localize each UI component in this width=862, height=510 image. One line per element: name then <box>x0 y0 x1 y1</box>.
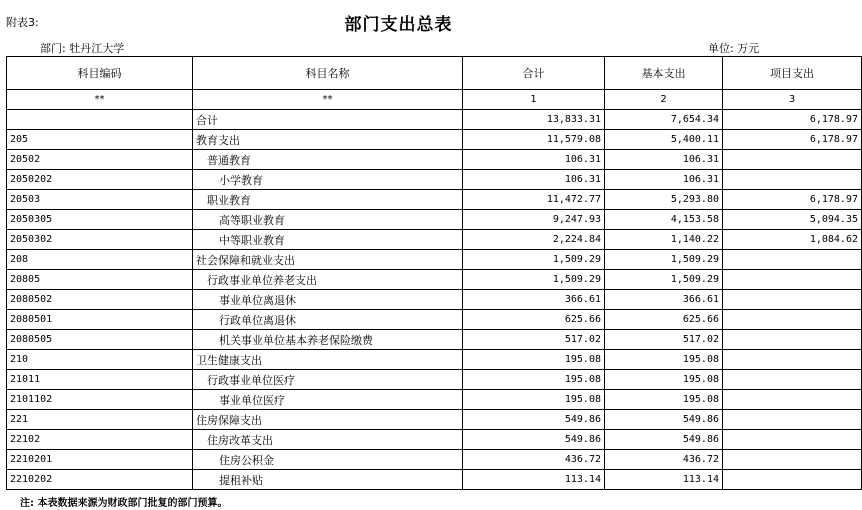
cell-code: 20502 <box>7 150 193 170</box>
cell-code: 2210201 <box>7 450 193 470</box>
cell-project <box>723 410 862 430</box>
cell-code: 2101102 <box>7 390 193 410</box>
cell-name: 事业单位离退休 <box>193 290 463 310</box>
cell-code: 208 <box>7 250 193 270</box>
table-header-row <box>7 57 862 90</box>
column-header-project: 项目支出 <box>723 57 862 90</box>
cell-total: 106.31 <box>463 150 605 170</box>
cell-basic: 1,509.29 <box>605 250 723 270</box>
cell-name: 住房保障支出 <box>193 410 463 430</box>
cell-code: 2210202 <box>7 470 193 490</box>
cell-project <box>723 350 862 370</box>
cell-name: 高等职业教育 <box>193 210 463 230</box>
cell-code: 22102 <box>7 430 193 450</box>
cell-project <box>723 470 862 490</box>
cell-name: 住房公积金 <box>193 450 463 470</box>
cell-project <box>723 270 862 290</box>
cell-project <box>723 450 862 470</box>
table-row <box>7 370 862 390</box>
cell-code: 2050302 <box>7 230 193 250</box>
cell-code: 205 <box>7 130 193 150</box>
table-row <box>7 290 862 310</box>
cell-project: 6,178.97 <box>723 190 862 210</box>
cell-basic: 195.08 <box>605 350 723 370</box>
cell-total: 195.08 <box>463 370 605 390</box>
table-row <box>7 470 862 490</box>
cell-basic: 106.31 <box>605 150 723 170</box>
cell-name: 住房改革支出 <box>193 430 463 450</box>
cell-total: 9,247.93 <box>463 210 605 230</box>
table-row <box>7 330 862 350</box>
page-title: 部门支出总表 <box>344 15 453 35</box>
cell-code: 2080502 <box>7 290 193 310</box>
cell-project <box>723 310 862 330</box>
cell-basic: 195.08 <box>605 390 723 410</box>
cell-project: 1,084.62 <box>723 230 862 250</box>
table-row <box>7 450 862 470</box>
table-row <box>7 110 862 130</box>
cell-basic: 113.14 <box>605 470 723 490</box>
cell-name: 行政事业单位养老支出 <box>193 270 463 290</box>
column-header-code: 科目编码 <box>7 57 193 90</box>
cell-project <box>723 290 862 310</box>
table-row <box>7 270 862 290</box>
cell-name: 行政单位离退休 <box>193 310 463 330</box>
cell-basic: 366.61 <box>605 290 723 310</box>
cell-name: 普通教育 <box>193 150 463 170</box>
cell-name: 事业单位医疗 <box>193 390 463 410</box>
cell-basic: 7,654.34 <box>605 110 723 130</box>
cell-name: 教育支出 <box>193 130 463 150</box>
cell-total: 13,833.31 <box>463 110 605 130</box>
cell-basic: 4,153.58 <box>605 210 723 230</box>
cell-code <box>7 110 193 130</box>
cell-basic: 5,400.11 <box>605 130 723 150</box>
table-index-row <box>7 90 862 110</box>
cell-project: 5,094.35 <box>723 210 862 230</box>
cell-name: 行政事业单位医疗 <box>193 370 463 390</box>
cell-project <box>723 430 862 450</box>
cell-name: 提租补贴 <box>193 470 463 490</box>
cell-project: 6,178.97 <box>723 130 862 150</box>
footer-note: 注: 本表数据来源为财政部门批复的部门预算。 <box>20 498 228 509</box>
cell-total: 11,472.77 <box>463 190 605 210</box>
index-cell-basic: 2 <box>605 90 723 110</box>
cell-basic: 549.86 <box>605 430 723 450</box>
table-row <box>7 390 862 410</box>
column-header-total: 合计 <box>463 57 605 90</box>
cell-code: 2080501 <box>7 310 193 330</box>
cell-basic: 625.66 <box>605 310 723 330</box>
table-row <box>7 190 862 210</box>
cell-code: 210 <box>7 350 193 370</box>
cell-project <box>723 150 862 170</box>
cell-total: 11,579.08 <box>463 130 605 150</box>
table-row <box>7 310 862 330</box>
cell-total: 1,509.29 <box>463 250 605 270</box>
column-header-basic: 基本支出 <box>605 57 723 90</box>
cell-total: 195.08 <box>463 390 605 410</box>
cell-total: 549.86 <box>463 410 605 430</box>
table-row <box>7 130 862 150</box>
cell-name: 机关事业单位基本养老保险缴费 <box>193 330 463 350</box>
cell-project <box>723 330 862 350</box>
cell-basic: 517.02 <box>605 330 723 350</box>
cell-code: 20503 <box>7 190 193 210</box>
table-row <box>7 410 862 430</box>
cell-total: 2,224.84 <box>463 230 605 250</box>
cell-code: 221 <box>7 410 193 430</box>
index-cell-total: 1 <box>463 90 605 110</box>
table-row <box>7 210 862 230</box>
cell-project <box>723 250 862 270</box>
cell-total: 625.66 <box>463 310 605 330</box>
cell-code: 2080505 <box>7 330 193 350</box>
column-header-name: 科目名称 <box>193 57 463 90</box>
cell-basic: 1,140.22 <box>605 230 723 250</box>
cell-project <box>723 370 862 390</box>
cell-basic: 549.86 <box>605 410 723 430</box>
cell-total: 366.61 <box>463 290 605 310</box>
index-cell-project: 3 <box>723 90 862 110</box>
cell-basic: 106.31 <box>605 170 723 190</box>
table-row <box>7 230 862 250</box>
cell-name: 小学教育 <box>193 170 463 190</box>
cell-total: 195.08 <box>463 350 605 370</box>
cell-name: 合计 <box>193 110 463 130</box>
cell-code: 20805 <box>7 270 193 290</box>
expenditure-table <box>6 56 862 490</box>
cell-basic: 1,509.29 <box>605 270 723 290</box>
figure-label: 附表3: <box>6 16 39 29</box>
unit-label: 单位: 万元 <box>708 42 760 55</box>
table-row <box>7 150 862 170</box>
cell-name: 职业教育 <box>193 190 463 210</box>
index-cell-code: ** <box>7 90 193 110</box>
table-row <box>7 170 862 190</box>
table-row <box>7 350 862 370</box>
cell-name: 中等职业教育 <box>193 230 463 250</box>
cell-basic: 436.72 <box>605 450 723 470</box>
cell-code: 2050202 <box>7 170 193 190</box>
cell-total: 1,509.29 <box>463 270 605 290</box>
table-body <box>7 110 862 490</box>
cell-total: 517.02 <box>463 330 605 350</box>
cell-name: 卫生健康支出 <box>193 350 463 370</box>
cell-total: 549.86 <box>463 430 605 450</box>
cell-project: 6,178.97 <box>723 110 862 130</box>
cell-code: 2050305 <box>7 210 193 230</box>
cell-code: 21011 <box>7 370 193 390</box>
cell-total: 113.14 <box>463 470 605 490</box>
cell-basic: 5,293.80 <box>605 190 723 210</box>
cell-basic: 195.08 <box>605 370 723 390</box>
table-row <box>7 250 862 270</box>
cell-total: 106.31 <box>463 170 605 190</box>
cell-project <box>723 390 862 410</box>
cell-name: 社会保障和就业支出 <box>193 250 463 270</box>
table-row <box>7 430 862 450</box>
cell-total: 436.72 <box>463 450 605 470</box>
index-cell-name: ** <box>193 90 463 110</box>
department-label: 部门: 牡丹江大学 <box>40 42 125 55</box>
cell-project <box>723 170 862 190</box>
